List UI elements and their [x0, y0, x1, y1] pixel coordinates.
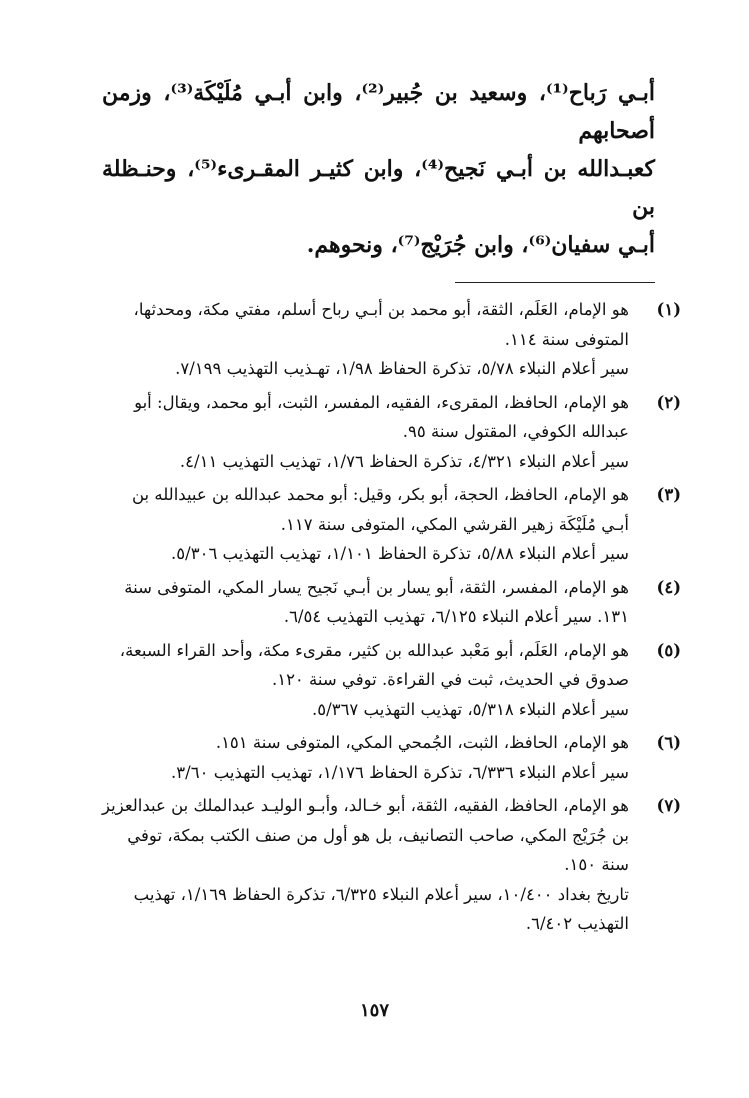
main-line-3: أبـي سفيان⁽⁶⁾، وابن جُرَيْج⁽⁷⁾، ونحوهم. [306, 232, 655, 258]
footnote-body: هو الإمام، الحافظ، الفقيه، الثقة، أبو خـالد، وأبـو الوليـد عبدالملك بن عبدالعزيز بن جُرَيْج المكي، صاحب التصانيف، بل هو أول من صنف الكتب بمكة، توفي سنة ١٥٠. [102, 796, 629, 874]
main-line-1: أبـي رَباح⁽¹⁾، وسعيد بن جُبير⁽²⁾، وابن أبـي مُلَيْكَة⁽³⁾، وزمن أصحابهم [102, 80, 655, 144]
footnote-source: تاريخ بغداد ١٠/٤٠٠، سير أعلام النبلاء ٦/٣٢٥، تذكرة الحفاظ ١/١٦٩، تهذيب التهذيب ٦/٤٠٢. [133, 884, 629, 933]
footnote-body: هو الإمام، العَلَم، الثقة، أبو محمد بن أبـي رباح أسلم، مفتي مكة، ومحدثها، المتوفى سنة ١١٤. [133, 300, 629, 349]
footnote-number: (١) [656, 300, 681, 319]
main-text [102, 74, 655, 264]
footnote-2 [102, 388, 681, 477]
footnote-body: هو الإمام، المفسر، الثقة، أبو يسار بن أبـي نَجيح يسار المكي، المتوفى سنة ١٣١. سير أعلام النبلاء ٦/١٢٥، تهذيب التهذيب ٦/٥٤. [124, 577, 629, 626]
footnote-number: (٤) [656, 577, 681, 597]
footnote-source: سير أعلام النبلاء ٥/٨٨، تذكرة الحفاظ ١/١٠١، تهذيب التهذيب ٥/٣٠٦. [171, 544, 629, 563]
footnote-7 [102, 791, 681, 939]
footnote-body: هو الإمام، الحافظ، الثبت، الجُمحي المكي، المتوفى سنة ١٥١. [215, 733, 629, 752]
page-number: ١٥٧ [359, 1000, 389, 1021]
footnote-number: (٧) [656, 796, 681, 815]
footnote-body: هو الإمام، الحافظ، الحجة، أبو بكر، وقيل: أبو محمد عبدالله بن عبيدالله بن أبـي مُلَيْكَة زهير القرشي المكي، المتوفى سنة ١١٧. [131, 485, 629, 534]
footnote-3 [102, 480, 681, 569]
footnote-source: سير أعلام النبلاء ٦/٣٣٦، تذكرة الحفاظ ١/١٧٦، تهذيب التهذيب ٣/٦٠. [171, 762, 629, 782]
footnote-source: سير أعلام النبلاء ٤/٣٢١، تذكرة الحفاظ ١/٧٦، تهذيب التهذيب ٤/١١. [179, 451, 629, 471]
footnote-number: (٥) [656, 640, 681, 660]
footnote-source: سير أعلام النبلاء ٥/٣١٨، تهذيب التهذيب ٥/٣٦٧. [312, 699, 629, 719]
footnote-body: هو الإمام، العَلَم، أبو مَعْبد عبدالله بن كثير، مقرىء مكة، وأحد القراء السبعة، صدوق في الحديث، ثبت في القراءة. توفي سنة ١٢٠. [119, 640, 629, 689]
footnote-number: (٦) [656, 733, 681, 752]
footnote-source: سير أعلام النبلاء ٥/٧٨، تذكرة الحفاظ ١/٩٨، تهـذيب التهذيب ٧/١٩٩. [175, 359, 629, 378]
main-line-2: كعبـدالله بن أبـي نَجيح⁽⁴⁾، وابن كثيـر المقـرىء⁽⁵⁾، وحنـظلة بن [102, 156, 656, 220]
footnotes [102, 295, 681, 939]
footnote-1 [102, 295, 681, 384]
footnote-body: هو الإمام، الحافظ، المقرىء، الفقيه، المفسر، الثبت، أبو محمد، ويقال: أبو عبدالله الكوفي، المقتول سنة ٩٥. [134, 392, 629, 441]
footnote-6 [102, 728, 681, 787]
footnote-number: (٢) [656, 392, 681, 412]
footnote-divider [455, 282, 655, 283]
footnote-5 [102, 636, 681, 725]
footnote-4 [102, 573, 681, 632]
footnote-number: (٣) [656, 485, 681, 504]
